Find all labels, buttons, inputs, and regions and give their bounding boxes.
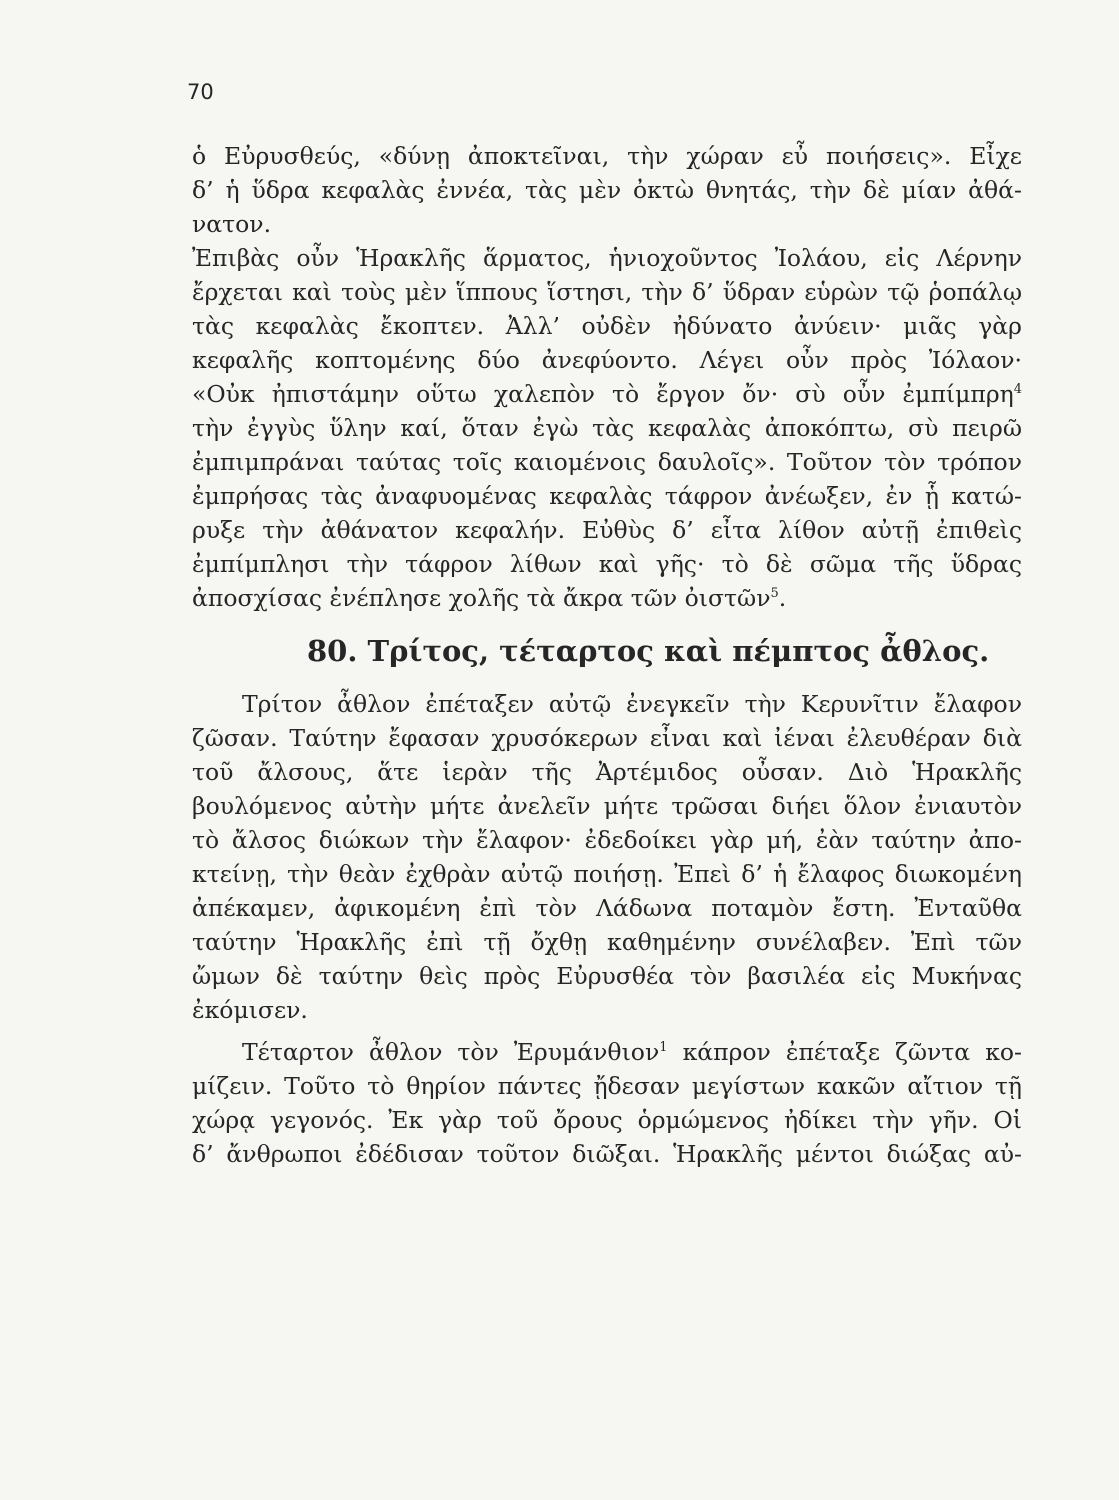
text-line: χώρᾳ γεγονός. Ἐκ γὰρ τοῦ ὄρους ὁρμώμενος ἠδίκει τὴν γῆν. Οἱ [192,1106,1022,1134]
text-line: τοῦ ἄλσους, ἅτε ἱερὰν τῆς Ἀρτέμιδος οὖσαν. Διὸ Ἡρακλῆς [192,758,1022,786]
text-line: τὰς κεφαλὰς ἔκοπτεν. Ἀλλ’ οὐδὲν ἠδύνατο ἀνύειν· μιᾶς γὰρ [192,312,1022,340]
text-line [192,1035,1022,1069]
text-line: δ’ ἡ ὕδρα κεφαλὰς ἐννέα, τὰς μὲν ὀκτὼ θνητάς, τὴν δὲ μίαν ἀθά- [192,176,1022,204]
text-block [192,139,1022,1171]
text-line: μίζειν. Τοῦτο τὸ θηρίον πάντες ᾔδεσαν μεγίστων κακῶν αἴτιον τῇ [192,1072,1022,1100]
text-line: ἐμπίμπλησι τὴν τάφρον λίθων καὶ γῆς· τὸ δὲ σῶμα τῆς ὕδρας [192,550,1022,578]
text-line-content: κάπρον ἐπέταξε ζῶντα κο- [682,1038,1022,1066]
text-line: ὤμων δὲ ταύτην θεὶς πρὸς Εὐρυσθέα τὸν βασιλέα εἰς Μυκήνας [192,962,1022,990]
text-line: ταύτην Ἡρακλῆς ἐπὶ τῇ ὄχθῃ καθημένην συνέλαβεν. Ἐπὶ τῶν [192,928,1022,956]
text-line: βουλόμενος αὐτὴν μήτε ἀνελεῖν μήτε τρῶσαι διήει ὅλον ἐνιαυτὸν [192,792,1022,820]
text-line: ζῶσαν. Ταύτην ἔφασαν χρυσόκερων εἶναι καὶ ἰέναι ἐλευθέραν διὰ [192,724,1022,752]
text-line: ἐμπιμπράναι ταύτας τοῖς καιομένοις δαυλοῖς». Τοῦτον τὸν τρόπον [192,448,1022,476]
section-heading: 80. Τρίτος, τέταρτος καὶ πέμπτος ἆθλος. [307,634,990,668]
page-number: 70 [187,80,214,104]
text-line: ἐμπρήσας τὰς ἀναφυομένας κεφαλὰς τάφρον ἀνέωξεν, ἐν ᾗ κατώ- [192,482,1022,510]
text-line: ρυξε τὴν ἀθάνατον κεφαλήν. Εὐθὺς δ’ εἶτα λίθον αὐτῇ ἐπιθεὶς [192,516,1022,544]
text-line: ἀπέκαμεν, ἀφικομένη ἐπὶ τὸν Λάδωνα ποταμὸν ἔστη. Ἐνταῦθα [192,894,1022,922]
text-line: ἔρχεται καὶ τοὺς μὲν ἵππους ἵστησι, τὴν δ’ ὕδραν εὑρὼν τῷ ῥοπάλῳ [192,278,1022,306]
footnote-marker: 1 [659,1040,668,1056]
text-line: κτείνῃ, τὴν θεὰν ἐχθρὰν αὐτῷ ποιήσῃ. Ἐπεὶ δ’ ἡ ἔλαφος διωκομένη [192,860,1022,888]
text-line-content: «Οὐκ ἠπιστάμην οὕτω χαλεπὸν τὸ ἔργον ὄν· σὺ οὖν ἐμπίμπρη [192,380,1014,408]
text-line-content: ἀποσχίσας ἐνέπλησε χολῆς τὰ ἄκρα τῶν ὀιστῶν [192,584,771,612]
footnote-marker: 5 [770,586,779,602]
footnote-marker: 4 [1013,382,1022,398]
text-line: δ’ ἄνθρωποι ἐδέδισαν τοῦτον διῶξαι. Ἡρακλῆς μέντοι διώξας αὐ- [192,1140,1022,1168]
text-line: κεφαλῆς κοπτομένης δύο ἀνεφύοντο. Λέγει οὖν πρὸς Ἰόλαον· [192,346,1022,374]
text-line: ἀποσχίσας ἐνέπλησε χολῆς τὰ ἄκρα τῶν ὀιστῶν$^5$. [192,584,787,612]
text-line: ἐκόμισεν. [192,996,308,1024]
text-line: Τρίτον ἆθλον ἐπέταξεν αὐτῷ ἐνεγκεῖν τὴν Κερυνῖτιν ἔλαφον [242,690,1022,718]
text-line [192,377,1022,411]
text-line: Ἐπιβὰς οὖν Ἡρακλῆς ἅρματος, ἡνιοχοῦντος Ἰολάου, εἰς Λέρνην [192,244,1022,272]
text-line-content: Τέταρτον ἆθλον τὸν Ἐρυμάνθιον [242,1038,660,1066]
text-line: τὴν ἐγγὺς ὕλην καί, ὅταν ἐγὼ τὰς κεφαλὰς ἀποκόπτω, σὺ πειρῶ [192,414,1022,442]
text-line: τὸ ἄλσος διώκων τὴν ἔλαφον· ἐδεδοίκει γὰρ μή, ἐὰν ταύτην ἀπο- [192,826,1022,854]
text-line: νατον. [192,210,272,238]
text-line: ὁ Εὐρυσθεύς, «δύνῃ ἀποκτεῖναι, τὴν χώραν εὖ ποιήσεις». Εἶχε [192,142,1022,170]
